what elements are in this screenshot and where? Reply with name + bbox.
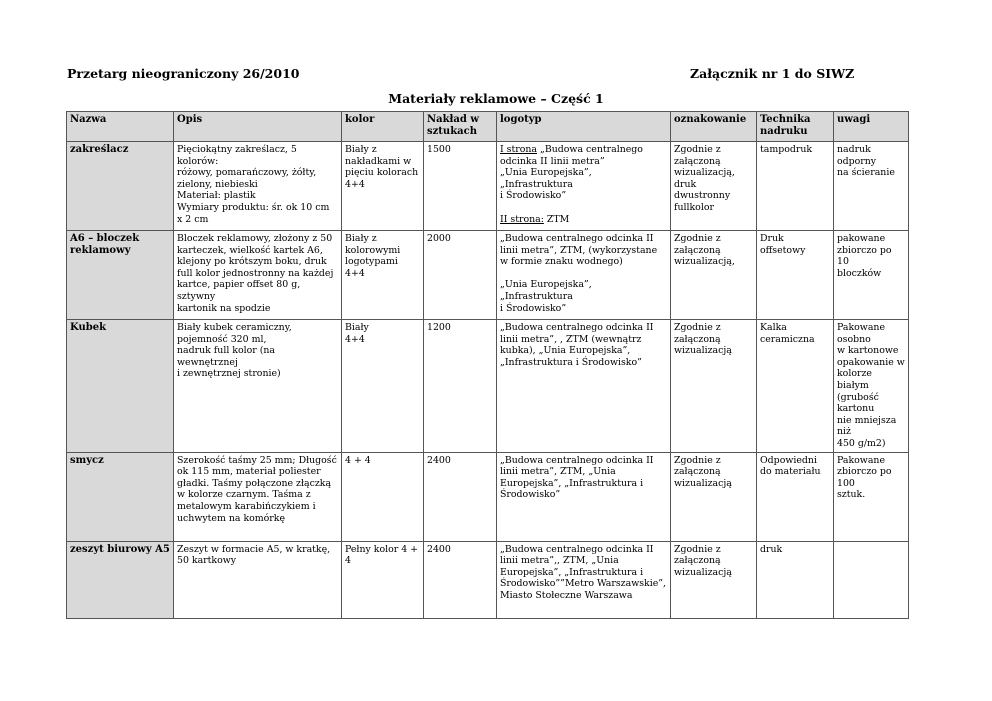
text-line: zbiorczo po 100 <box>837 466 892 489</box>
item-marking <box>671 452 757 541</box>
text-line: pięciu kolorach <box>345 167 419 179</box>
item-logotype <box>497 452 671 541</box>
item-color <box>342 320 424 453</box>
item-remarks <box>834 452 909 541</box>
item-quantity: 1500 <box>424 142 497 231</box>
text-line: „Unia Europejska”, „Infrastruktura <box>500 279 592 302</box>
text-line: na ścieranie <box>837 167 895 179</box>
text-line: Odpowiedni <box>760 454 817 466</box>
text-line: Szerokość taśmy 25 mm; Długość <box>177 454 337 466</box>
text-line: „Infrastruktura i Środowisko” <box>500 356 642 368</box>
text-line: Biały <box>345 322 369 333</box>
column-header: Nazwa <box>67 112 174 142</box>
text-line: Zgodnie z <box>674 322 721 333</box>
item-remarks <box>834 320 909 453</box>
item-marking <box>671 320 757 453</box>
text-line: logotypami <box>345 256 398 268</box>
text-line: Pakowane osobno <box>837 322 886 345</box>
item-quantity: 2400 <box>424 452 497 541</box>
text-line: wizualizacją, <box>674 167 735 179</box>
text-line: 4+4 <box>345 178 365 190</box>
item-quantity: 2000 <box>424 231 497 320</box>
item-description <box>174 142 342 231</box>
item-marking <box>671 231 757 320</box>
table-row <box>67 142 909 231</box>
text-line: Europejska”, „Infrastruktura i <box>500 566 644 578</box>
item-logotype <box>497 142 671 231</box>
item-remarks <box>834 231 909 320</box>
text-line: nie mniejsza niż <box>837 414 897 438</box>
column-header: logotyp <box>497 112 671 142</box>
text-line: (grubość kartonu <box>837 391 879 415</box>
text-line: pakowane <box>837 233 886 244</box>
text-line: druk <box>760 543 783 555</box>
text-line: kartonik na spodzie <box>177 302 271 314</box>
item-marking <box>671 541 757 618</box>
text-line: Europejska”, „Infrastruktura i <box>500 477 644 489</box>
item-remarks <box>834 541 909 618</box>
text-line: ceramiczna <box>760 333 815 345</box>
text-line: i Środowisko” <box>500 302 567 314</box>
column-header: Technika nadruku <box>757 112 834 142</box>
text-line: w kolorze czarnym. Taśma z <box>177 489 311 501</box>
text-line: klejony po krótszym boku, druk <box>177 256 327 268</box>
text-line: do materiału <box>760 466 821 478</box>
text-line: offsetowy <box>760 244 806 256</box>
text-line: Środowisko””Metro Warszawskie”, <box>500 578 667 590</box>
column-header: Opis <box>174 112 342 142</box>
item-name: Kubek <box>67 320 174 453</box>
text-line: Pakowane <box>837 454 886 466</box>
side-one-text: „Budowa centralnego <box>537 144 643 155</box>
text-line: w formie znaku wodnego) <box>500 256 623 268</box>
text-line: nadruk full kolor (na wewnętrznej <box>177 345 276 368</box>
text-line: linii metra”,, ZTM, „Unia <box>500 555 619 567</box>
text-line: kolorze białym <box>837 368 872 391</box>
text-line: Miasto Stołeczne Warszawa <box>500 589 633 601</box>
page-title: Materiały reklamowe – Część 1 <box>388 91 604 106</box>
text-line: x 2 cm <box>177 213 209 225</box>
text-line: w kartonowe <box>837 345 899 357</box>
text-line: różowy, pomarańczowy, żółty, <box>177 167 317 179</box>
item-print-technique <box>757 231 834 320</box>
text-line: uchwytem na komórkę <box>177 512 286 524</box>
text-line: „Unia Europejska”, „Infrastruktura <box>500 167 592 190</box>
text-line: gładki. Taśmy połączone złączką <box>177 477 332 489</box>
text-line: Pięciokątny zakreślacz, 5 kolorów: <box>177 144 297 167</box>
text-line: „Budowa centralnego odcinka II <box>500 454 654 466</box>
text-line: fullkolor <box>674 201 714 213</box>
text-line: druk <box>674 178 697 190</box>
text-line: kubka), „Unia Europejska”, <box>500 345 631 357</box>
text-line: Zgodnie z <box>674 543 721 555</box>
text-line: „Budowa centralnego odcinka II <box>500 322 654 333</box>
item-name: A6 – bloczek reklamowy <box>67 231 174 320</box>
item-description <box>174 320 342 453</box>
text-line: Zeszyt w formacie A5, w kratkę, <box>177 543 331 555</box>
item-print-technique <box>757 320 834 453</box>
text-line: Zgodnie z <box>674 144 721 155</box>
text-line: „Budowa centralnego odcinka II <box>500 233 654 244</box>
item-logotype <box>497 541 671 618</box>
text-line: 4 + 4 <box>345 454 371 466</box>
text-line: wizualizacją, <box>674 256 735 268</box>
item-print-technique <box>757 541 834 618</box>
text-line: karteczek, wielkość kartek A6, <box>177 244 323 256</box>
text-line: 4 <box>345 555 351 567</box>
item-print-technique <box>757 142 834 231</box>
side-two-label: II strona: <box>500 213 544 225</box>
text-line: sztuk. <box>837 489 866 501</box>
text-line: załączoną <box>674 466 721 478</box>
text-line: Kalka <box>760 322 787 333</box>
item-logotype <box>497 320 671 453</box>
text-line: zielony, niebieski <box>177 178 258 190</box>
text-line: 4+4 <box>345 333 365 345</box>
text-line: linii metra”, ZTM, „Unia <box>500 466 616 478</box>
item-remarks <box>834 142 909 231</box>
item-quantity: 2400 <box>424 541 497 618</box>
table-row <box>67 231 909 320</box>
text-line: opakowanie w <box>837 356 905 368</box>
materials-table <box>66 111 909 619</box>
column-header: Nakład w sztukach <box>424 112 497 142</box>
text-line: załączoną <box>674 244 721 256</box>
text-line: Pełny kolor 4 + <box>345 543 419 555</box>
text-line <box>500 214 667 226</box>
text-line: linii metra”, , ZTM (wewnątrz <box>500 333 642 345</box>
text-line: nakładkami w <box>345 155 412 167</box>
item-name: zakreślacz <box>67 142 174 231</box>
text-line: Środowisko” <box>500 489 561 501</box>
text-line: bloczków <box>837 267 882 279</box>
item-color <box>342 541 424 618</box>
item-name: zeszyt biurowy A5 <box>67 541 174 618</box>
text-line: Biały z <box>345 144 377 155</box>
text-line: 450 g/m2) <box>837 437 886 449</box>
item-marking <box>671 142 757 231</box>
item-quantity: 1200 <box>424 320 497 453</box>
item-description <box>174 541 342 618</box>
column-header: uwagi <box>834 112 909 142</box>
text-line: załączoną <box>674 333 721 345</box>
text-line: i Środowisko” <box>500 190 567 202</box>
text-line: Materiał: plastik <box>177 190 256 202</box>
item-color <box>342 452 424 541</box>
text-line: ok 115 mm, materiał poliester <box>177 466 321 478</box>
table-row <box>67 320 909 453</box>
text-line: wizualizacją <box>674 566 732 578</box>
item-logotype <box>497 231 671 320</box>
side-one-label: I strona <box>500 144 538 155</box>
text-line <box>500 144 667 156</box>
text-line: pojemność 320 ml, <box>177 333 267 345</box>
document-reference: Przetarg nieograniczony 26/2010 <box>67 66 300 81</box>
text-line: dwustronny <box>674 190 731 202</box>
item-color <box>342 142 424 231</box>
text-line: odcinka II linii metra” <box>500 155 605 167</box>
column-header: oznakowanie <box>671 112 757 142</box>
text-line: Biały kubek ceramiczny, <box>177 322 292 333</box>
item-description <box>174 231 342 320</box>
text-line: 50 kartkowy <box>177 555 237 567</box>
item-print-technique <box>757 452 834 541</box>
text-line: i zewnętrznej stronie) <box>177 368 281 380</box>
text-line: wizualizacją <box>674 345 732 357</box>
item-description <box>174 452 342 541</box>
text-line: wizualizacją <box>674 477 732 489</box>
attachment-label: Załącznik nr 1 do SIWZ <box>690 66 855 81</box>
text-line: załączoną <box>674 555 721 567</box>
table-row <box>67 452 909 541</box>
text-line: Zgodnie z <box>674 454 721 466</box>
item-name: smycz <box>67 452 174 541</box>
text-line: metalowym karabińczykiem i <box>177 500 316 512</box>
text-line: linii metra”, ZTM, (wykorzystane <box>500 244 658 256</box>
text-line: 4+4 <box>345 267 365 279</box>
text-line: Biały z <box>345 233 377 244</box>
text-line: zbiorczo po 10 <box>837 244 892 268</box>
table-row <box>67 541 909 618</box>
text-line: Wymiary produktu: śr. ok 10 cm <box>177 201 330 213</box>
column-header: kolor <box>342 112 424 142</box>
text-line: Druk <box>760 233 784 244</box>
text-line: Bloczek reklamowy, złożony z 50 <box>177 233 333 244</box>
item-color <box>342 231 424 320</box>
text-line: kartce, papier offset 80 g, sztywny <box>177 279 301 302</box>
text-line: nadruk odporny <box>837 144 877 167</box>
text-line: „Budowa centralnego odcinka II <box>500 543 654 555</box>
table-header-row <box>67 112 909 142</box>
text-line: załączoną <box>674 155 721 167</box>
text-line: kolorowymi <box>345 244 401 256</box>
text-line: tampodruk <box>760 144 813 155</box>
text-line: Zgodnie z <box>674 233 721 244</box>
side-two-text: ZTM <box>543 213 570 225</box>
text-line: full kolor jednostronny na każdej <box>177 267 334 279</box>
